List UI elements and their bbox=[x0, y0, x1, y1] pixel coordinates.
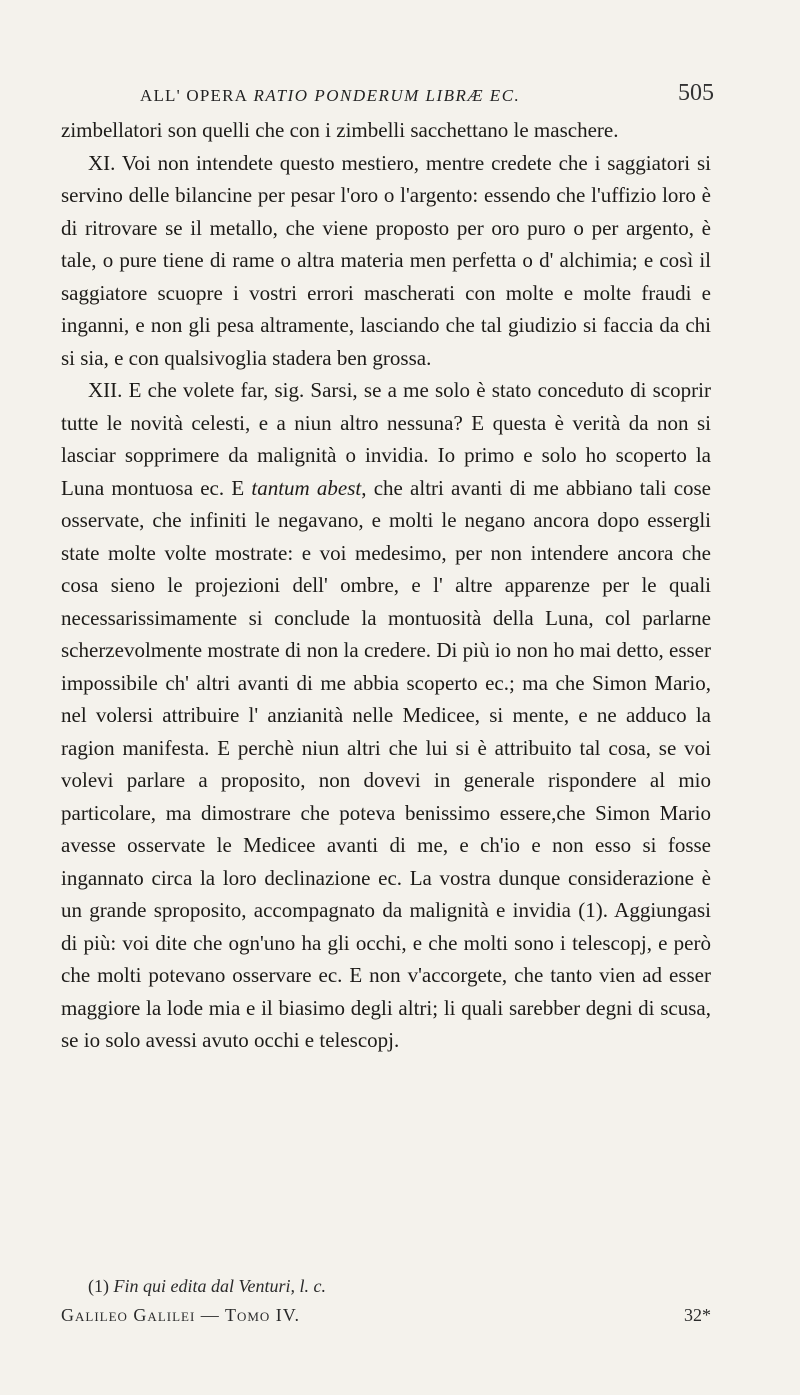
footer-sheet-mark: 32* bbox=[684, 1305, 711, 1325]
page-footer bbox=[61, 1305, 711, 1335]
body-text bbox=[61, 114, 711, 1057]
paragraph-xii-part-b: , che altri avanti di me abbiano tali cose osservate, che infiniti le negavano, e molti le negano ancora dopo essergli state molte volte mostrate: e voi medesimo, per non intendere ancora che cosa sieno le projezioni dell' ombre, e l' altre apparenze per le quali necessarissimamente si conclude la montuosità della Luna, col parlarne scherzevolmente mostrate di non la credere. Di più io non ho mai detto, esser impossibile ch' altri avanti di me abbia scoperto ec.; ma che Simon Mario, nel volersi attribuire l' anzianità nelle Medicee, si mente, e ne adduco la ragion manifesta. E perchè niun altri che lui si è attribuito tal cosa, se voi volevi parlare a proposito, non dovevi in generale rispondere al mio particolare, ma dimostrare che poteva benissimo essere,che Simon Mario avesse osservate le Medicee avanti di me, e ch'io e non esso si fosse ingannato circa la loro declinazione ec. La vostra dunque considerazione è un grande sproposito, accompagnato da malignità e invidia (1). Aggiungasi di più: voi dite che ogn'uno ha gli occhi, e che molti sono i telescopj, e però che molti potevano osservare ec. E non v'accorgete, che tanto vien ad esser maggiore la lode mia e il biasimo degli altri; li quali sarebber degni di scusa, se io solo avessi avuto occhi e telescopj. bbox=[61, 475, 712, 1052]
footnote bbox=[88, 1276, 326, 1297]
paragraph-xi: XI. Voi non intendete questo mestiero, mentre credete che i saggiatori si servino delle bilancine per pesar l'oro o l'argento: essendo che l'uffizio loro è di ritrovare se il metallo, che viene proposto per oro puro o per argento, è tale, o pure tiene di rame o altra materia men perfetta o d' alchimia; e così il saggiatore scuopre i vostri errori mascherati con molte e molte fraudi e inganni, e non gli pesa altramente, lasciando che tal giudizio si faccia da chi si sia, e con qualsivoglia stadera ben grossa. bbox=[61, 150, 711, 370]
paragraph-xii-part-a: XII. E che volete far, sig. Sarsi, se a me solo è stato conceduto di scoprir tutte le novità celesti, e a niun altro nessuna? E questa è verità da non si lasciar sopprimere da malignità o invidia. Io primo e solo ho scoperto la Luna montuosa ec. E bbox=[61, 378, 711, 500]
page-number: 505 bbox=[678, 80, 714, 106]
running-title-work: RATIO PONDERUM LIBRÆ EC. bbox=[253, 86, 521, 105]
paragraph-continuation: zimbellatori son quelli che con i zimbelli sacchettano le maschere. bbox=[61, 118, 619, 142]
paragraph-xii bbox=[61, 374, 711, 1057]
running-head bbox=[0, 78, 800, 108]
footer-signature: Galileo Galilei — Tomo IV. bbox=[61, 1305, 300, 1325]
running-title-prefix: ALL' OPERA bbox=[140, 86, 249, 105]
running-title bbox=[140, 86, 520, 106]
footnote-marker: (1) bbox=[88, 1276, 109, 1296]
latin-phrase: tantum abest bbox=[251, 475, 362, 500]
footnote-text: Fin qui edita dal Venturi, l. c. bbox=[113, 1276, 326, 1296]
